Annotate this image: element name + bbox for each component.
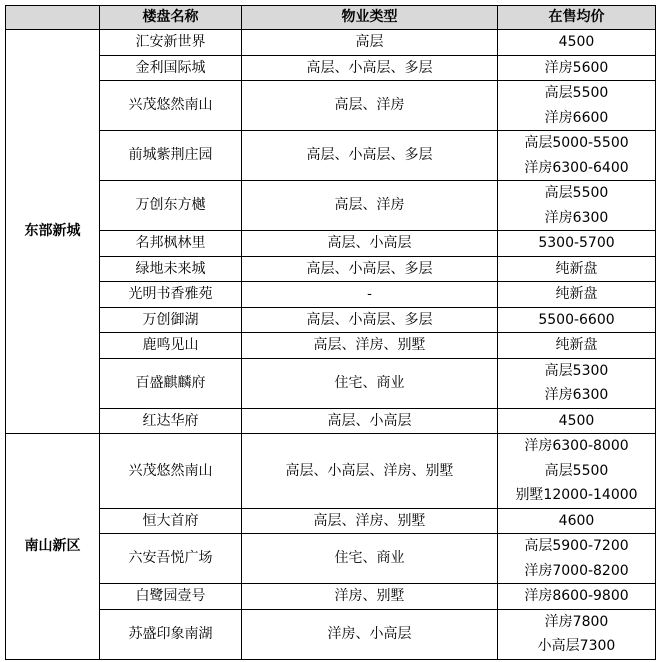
price-cell [498, 256, 656, 282]
price-cell [498, 181, 656, 231]
price-cell [498, 55, 656, 81]
price-line: 纯新盘 [555, 286, 598, 302]
price-line: 4500 [558, 412, 595, 429]
price-line: 洋房6300 [544, 209, 609, 226]
property-type-cell: 住宅、商业 [242, 358, 498, 408]
property-type-cell: 高层、小高层、多层 [242, 307, 498, 333]
price-cell [498, 282, 656, 308]
price-line: 高层5300 [544, 362, 609, 379]
header-row [6, 6, 656, 30]
price-cell [498, 584, 656, 610]
price-line: 高层5000-5500 [524, 135, 629, 151]
table-body [6, 30, 656, 660]
price-cell [498, 358, 656, 408]
project-name-cell: 恒大首府 [100, 508, 242, 534]
price-cell [498, 81, 656, 131]
table-row [6, 584, 656, 610]
table-row [6, 81, 656, 131]
price-line: 洋房7000-8200 [524, 562, 629, 579]
price-cell [498, 434, 656, 509]
property-type-cell: 高层、洋房 [242, 181, 498, 231]
price-line: 洋房6300-8000 [524, 438, 629, 454]
property-type-cell: 高层、洋房、别墅 [242, 333, 498, 359]
header-property-type: 物业类型 [242, 6, 498, 30]
price-line: 洋房8600-9800 [524, 588, 629, 604]
header-price: 在售均价 [498, 6, 656, 30]
price-line: 高层5500 [544, 185, 609, 201]
price-cell [498, 534, 656, 584]
project-name-cell: 名邦枫林里 [100, 231, 242, 257]
price-line: 5300-5700 [538, 235, 615, 251]
price-line: 洋房6300-6400 [524, 159, 629, 176]
project-name-cell: 光明书香雅苑 [100, 282, 242, 308]
table-row [6, 534, 656, 584]
project-name-cell: 红达华府 [100, 408, 242, 434]
property-table [5, 5, 656, 660]
price-line: 洋房5600 [544, 59, 609, 76]
project-name-cell: 苏盛印象南湖 [100, 609, 242, 659]
price-line: 洋房6300 [544, 387, 609, 403]
table-row [6, 55, 656, 81]
project-name-cell: 汇安新世界 [100, 30, 242, 56]
property-type-cell: 高层、小高层 [242, 231, 498, 257]
price-cell [498, 30, 656, 56]
table-row [6, 231, 656, 257]
project-name-cell: 六安吾悦广场 [100, 534, 242, 584]
property-type-cell: 洋房、别墅 [242, 584, 498, 610]
price-line: 别墅12000-14000 [515, 487, 638, 503]
project-name-cell: 绿地未来城 [100, 256, 242, 282]
header-blank [6, 6, 100, 30]
table-row [6, 181, 656, 231]
table-row [6, 307, 656, 333]
property-type-cell: 高层、小高层、多层 [242, 256, 498, 282]
price-cell [498, 609, 656, 659]
price-line: 4500 [558, 34, 595, 50]
table-row [6, 508, 656, 534]
price-line: 高层5900-7200 [524, 538, 629, 554]
table-row [6, 256, 656, 282]
property-type-cell: 高层、洋房、别墅 [242, 508, 498, 534]
price-line: 高层5500 [544, 85, 609, 101]
region-cell: 南山新区 [6, 434, 100, 660]
project-name-cell: 兴茂悠然南山 [100, 81, 242, 131]
property-type-cell: 住宅、商业 [242, 534, 498, 584]
price-cell [498, 307, 656, 333]
region-cell: 东部新城 [6, 30, 100, 434]
table-row [6, 333, 656, 359]
property-type-cell: 高层、小高层、多层 [242, 55, 498, 81]
project-name-cell: 金利国际城 [100, 55, 242, 81]
property-type-cell: - [242, 282, 498, 308]
table-row [6, 434, 656, 509]
price-cell [498, 231, 656, 257]
table-row [6, 609, 656, 659]
project-name-cell: 百盛麒麟府 [100, 358, 242, 408]
table-row [6, 408, 656, 434]
price-line: 纯新盘 [555, 337, 598, 353]
property-type-cell: 洋房、小高层 [242, 609, 498, 659]
header-project-name: 楼盘名称 [100, 6, 242, 30]
price-line: 高层5500 [544, 462, 609, 479]
price-line: 洋房7800 [544, 613, 609, 630]
price-line: 纯新盘 [555, 260, 598, 277]
project-name-cell: 鹿鸣见山 [100, 333, 242, 359]
table-row [6, 30, 656, 56]
price-line: 小高层7300 [537, 638, 616, 654]
property-type-cell: 高层、小高层、洋房、别墅 [242, 434, 498, 509]
price-cell [498, 131, 656, 181]
price-cell [498, 333, 656, 359]
project-name-cell: 万创东方樾 [100, 181, 242, 231]
table-row [6, 131, 656, 181]
price-cell [498, 408, 656, 434]
price-cell [498, 508, 656, 534]
property-type-cell: 高层、小高层、多层 [242, 131, 498, 181]
table-row [6, 358, 656, 408]
project-name-cell: 万创御湖 [100, 307, 242, 333]
table-row [6, 282, 656, 308]
project-name-cell: 兴茂悠然南山 [100, 434, 242, 509]
property-type-cell: 高层、小高层 [242, 408, 498, 434]
price-line: 4600 [558, 512, 595, 529]
price-line: 洋房6600 [544, 109, 609, 126]
property-type-cell: 高层 [242, 30, 498, 56]
project-name-cell: 前城紫荆庄园 [100, 131, 242, 181]
project-name-cell: 白鹭园壹号 [100, 584, 242, 610]
price-line: 5500-6600 [538, 311, 615, 328]
property-type-cell: 高层、洋房 [242, 81, 498, 131]
